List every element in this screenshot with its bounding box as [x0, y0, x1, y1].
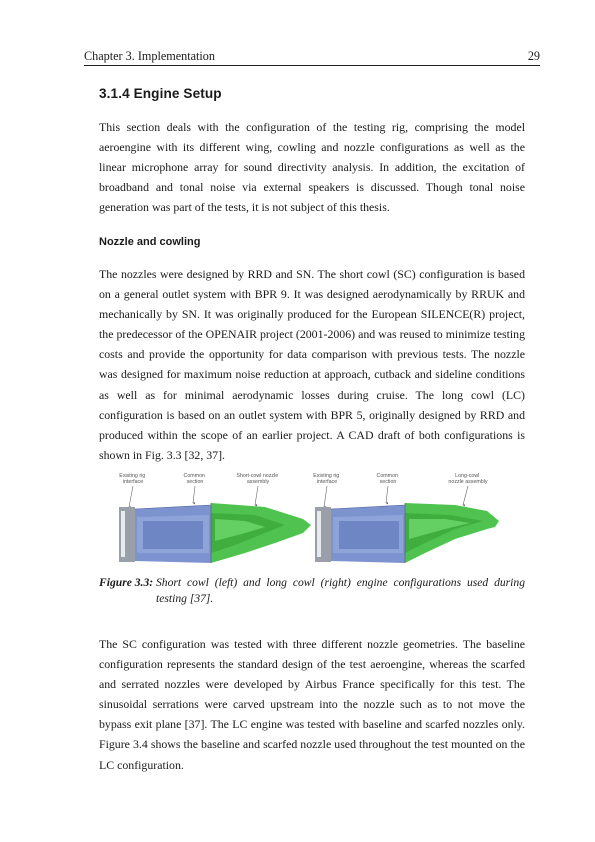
intro-paragraph: This section deals with the configuration of the testing rig, comprising the model aeroengine with its different wing, cowling and nozzle configurations as well as the linear microphone array for sound directivity analysis. In addition, the excitation of broadband and tonal noise via external speakers is discussed. Though tonal noise generation was part of the tests, it is not subject of this thesis.	[99, 120, 525, 215]
cad-drawing	[115, 469, 505, 570]
label-nozzle-right: Long-cowl nozzle assembly	[448, 473, 488, 485]
subsection-heading: Nozzle and cowling	[99, 236, 201, 248]
caption-label: Figure 3.3:	[99, 576, 154, 589]
label-existing-rig-left: Existing rig interface	[119, 473, 146, 485]
page-number: 29	[527, 49, 540, 63]
caption-text: Short cowl (left) and long cowl (right) engine configurations used during testing [37].	[156, 576, 525, 605]
nozzle-paragraph: The nozzles were designed by RRD and SN. The short cowl (SC) configuration is based on a general outlet system with BPR 9. It was designed aerodynamically by RRUK and mechanically by SN. It was originally produced for the European SILENCE(R) project, the predecessor of the OPENAIR project (2001-2006) and was reused to minimize testing costs and provide the opportunity for data comparison with previous tests. The nozzle was designed for maximum noise reduction at approach, cutback and sideline conditions as well as for minimal aerodynamic losses during cruise. The long cowl (LC) configuration is based on an outlet system with BPR 5, originally designed by RRD and produced within the scope of an earlier project. A CAD draft of both configurations is shown in Fig. 3.3 [32, 37].	[99, 267, 525, 462]
label-existing-rig-right: Existing rig interface	[313, 473, 340, 485]
long-cowl-drawing	[313, 473, 499, 563]
section-heading: 3.1.4 Engine Setup	[99, 86, 222, 101]
engine-configuration-figure	[115, 469, 505, 570]
running-header	[84, 47, 540, 66]
label-common-left: Common section	[183, 473, 206, 485]
closing-paragraph: The SC configuration was tested with three different nozzle geometries. The baseline configuration represents the standard design of the test aeroengine, whereas the scarfed and serrated nozzles were developed by Airbus France specifically for this test. The sinusoidal serrations were carved upstream into the nozzle such as to not move the bypass exit plane [37]. The LC engine was tested with baseline and scarfed nozzles only. Figure 3.4 shows the baseline and scarfed nozzle used throughout the test mounted on the LC configuration.	[99, 637, 525, 772]
short-cowl-drawing	[119, 473, 311, 563]
label-nozzle-left: Short-cowl nozzle assembly	[236, 473, 279, 485]
label-common-right: Common section	[376, 473, 399, 485]
chapter-title: Chapter 3. Implementation	[84, 49, 215, 63]
